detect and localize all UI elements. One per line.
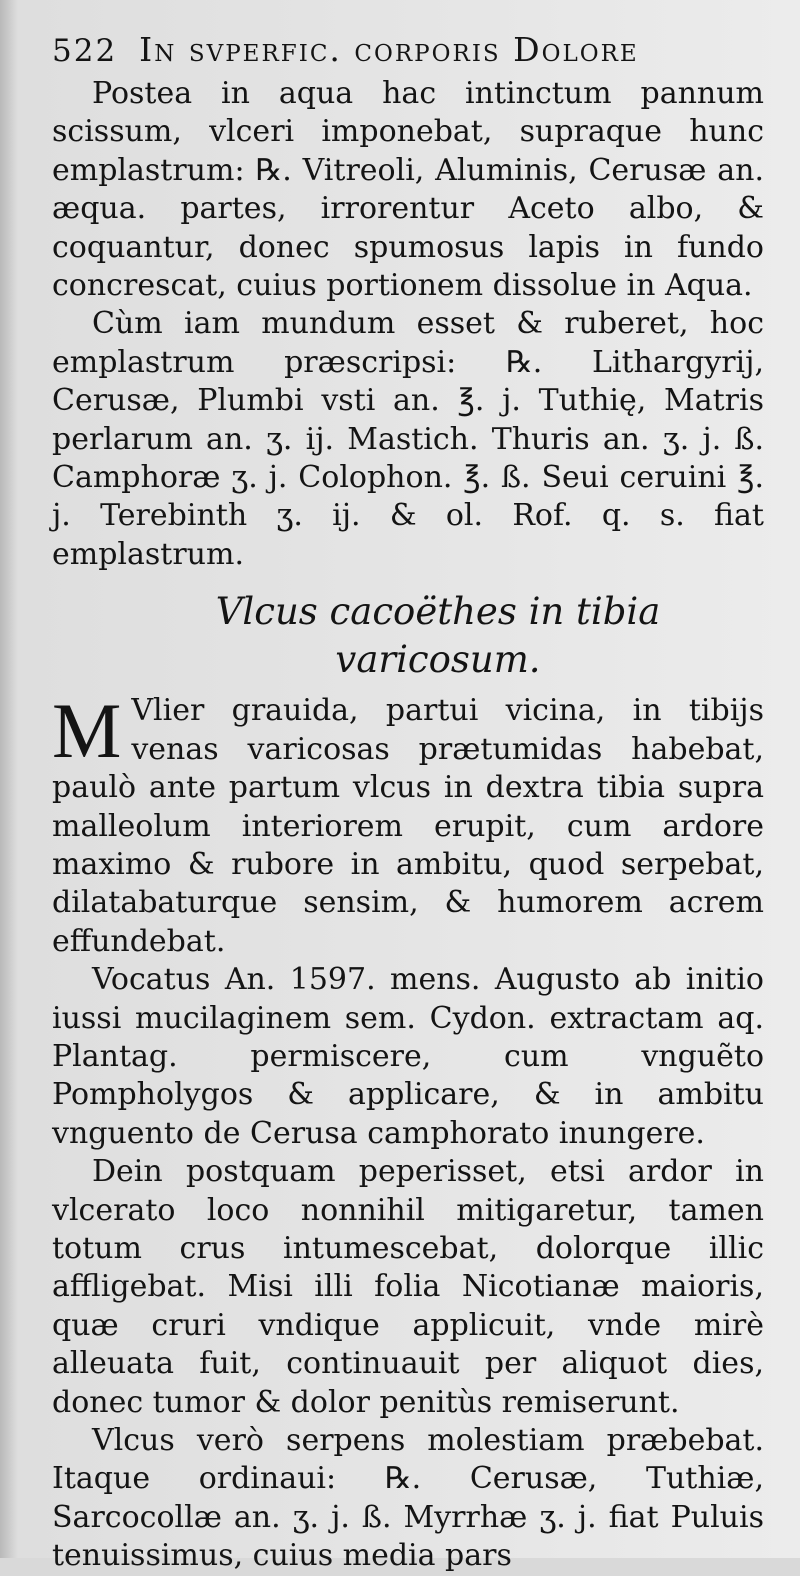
page-number: 522 [52,33,118,69]
running-head: In svperfic. corporis Dolore [139,30,639,69]
section-title: Vlcus cacoëthes in tibia varicosum. [215,590,661,682]
drop-cap-letter: M [52,687,122,775]
paragraph: Cùm iam mundum esset & ruberet, hoc emplastrum præscripsi: ℞. Lithargyrij, Cerusæ, Plumbi vsti an. ℥. j. Tuthię, Matris perlarum an. ʒ. ij. Mastich. Thuris an. ʒ. j. ß. Camphoræ ʒ. j. Colophon. ℥. ß. Seui ceruini ℥. j. Terebinth ʒ. ij. & ol. Rof. q. s. fiat emplastrum. [52,306,764,572]
paragraph: Vlcus verò serpens molestiam præbebat. Itaque ordinaui: ℞. Cerusæ, Tuthiæ, Sarcocollæ an. ʒ. j. ß. Myrrhæ ʒ. j. fiat Puluis tenuissimus, cuius media pars [52,1423,764,1574]
dropcap-paragraph [52,687,764,961]
body-text [52,75,764,1576]
dropcap-paragraph-text: Vlier grauida, partui vicina, in tibijs venas varicosas prætumidas habebat, paulò ante partum vlcus in dextra tibia supra malleolum interiorem erupit, cum ardore maximo & rubore in ambitu, quod serpebat, dilatabaturque sensim, & humorem acrem effundebat. [52,693,764,959]
page-header [52,30,764,69]
paragraph: Dein postquam peperisset, etsi ardor in vlcerato loco nonnihil mitigaretur, tamen totum crus intumescebat, dolorque illic affligebat. Misi illi folia Nicotianæ maioris, quæ cruri vndique applicuit, vnde mirè alleuata fuit, continuauit per aliquot dies, donec tumor & dolor penitùs remiserunt. [52,1154,764,1420]
paragraph: Postea in aqua hac intinctum pannum scissum, vlceri imponebat, supraque hunc emplastrum: ℞. Vitreoli, Aluminis, Cerusæ an. æqua. partes, irrorentur Aceto albo, & coquantur, donec spumosus lapis in fundo concrescat, cuius portionem dissolue in Aqua. [52,76,764,304]
paragraph: Vocatus An. 1597. mens. Augusto ab initio iussi mucilaginem sem. Cydon. extractam aq. Plantag. permiscere, cum vnguẽto Pompholygos & applicare, & in ambitu vnguento de Cerusa camphorato inungere. [52,962,764,1151]
